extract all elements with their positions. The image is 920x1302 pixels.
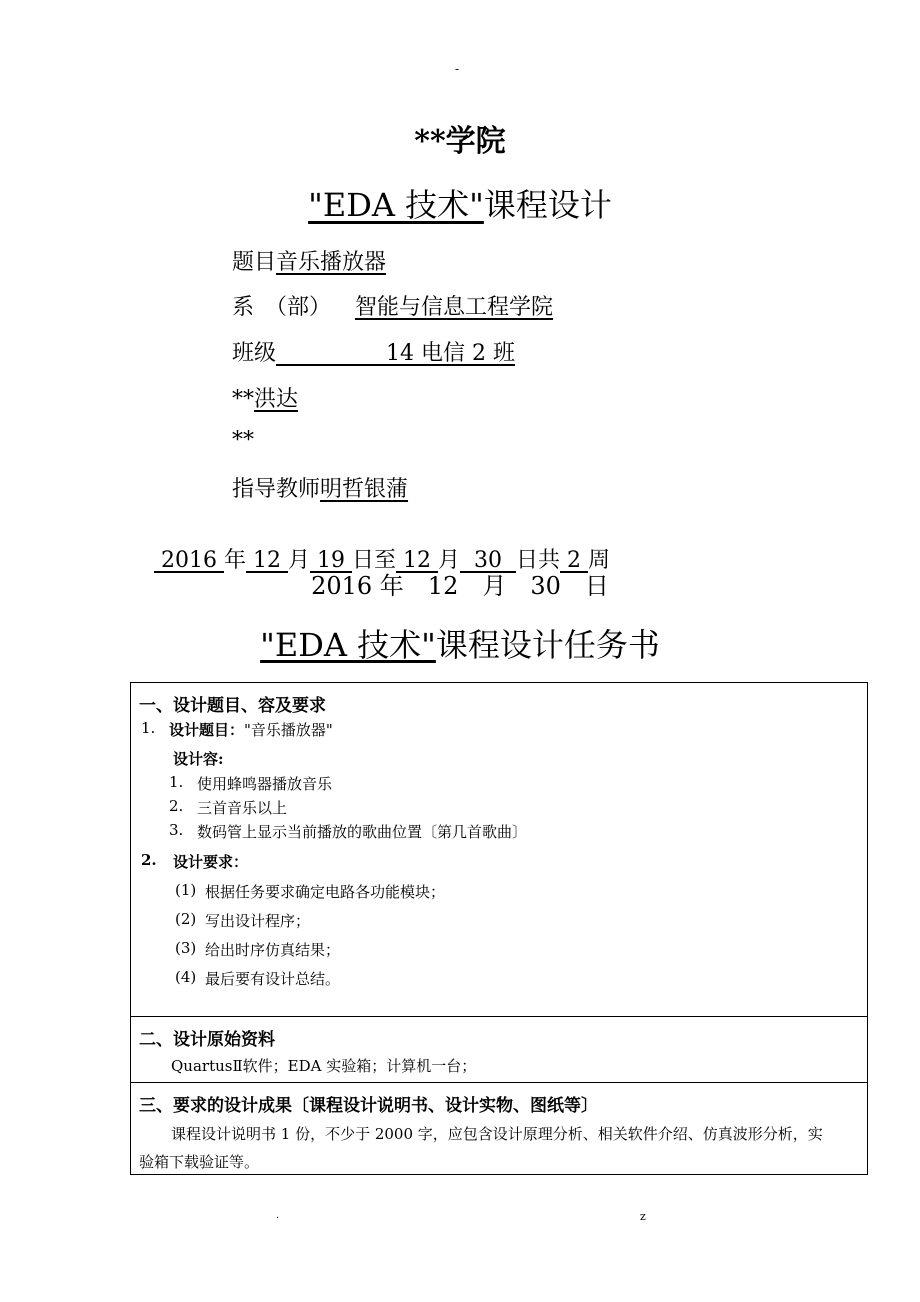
cover-date: 2016 年 12 月 30 日 (311, 572, 609, 600)
section1-heading: 一、设计题目、容及要求 (139, 696, 326, 716)
task-table (130, 682, 868, 1175)
period-to-text: 日至 (351, 548, 396, 573)
class-label: 班级 (232, 341, 277, 366)
course-title (0, 180, 920, 226)
name-label: ** (232, 387, 254, 412)
field-department (232, 290, 553, 321)
footer-left-mark: . (276, 1210, 280, 1221)
teacher-value: 明哲银蒲 (320, 477, 409, 502)
field-class (232, 336, 515, 367)
content-item-number: 3. (169, 821, 184, 839)
period-total-text: 日共 (515, 548, 560, 573)
item1-line (169, 719, 333, 740)
section2-text: QuartusⅡ软件；EDA 实验箱；计算机一台； (171, 1057, 477, 1075)
item1-number: 1. (141, 719, 156, 737)
requirement-item: 根据任务要求确定电路各功能模块； (205, 883, 446, 901)
content-label: 设计容: (173, 750, 224, 768)
requirement-item: 最后要有设计总结。 (205, 970, 341, 988)
period-week-text: 周 (587, 548, 610, 573)
period-end-day: 30 (460, 548, 516, 573)
class-value: 14 电信 2 班 (276, 341, 515, 366)
content-item: 数码管上显示当前播放的歌曲位置〔第几首歌曲〕 (197, 823, 528, 841)
requirement-number: (3) (175, 939, 197, 957)
section3-heading: 三、要求的设计成果〔课程设计说明书、设计实物、图纸等〕 (139, 1096, 598, 1116)
section-deliverables (131, 1083, 867, 1176)
requirement-number: (4) (175, 968, 197, 986)
id-label: ** (232, 428, 254, 453)
name-value: 洪达 (254, 387, 299, 412)
section-topic-requirements (131, 683, 867, 1017)
requirement-item: 写出设计程序； (205, 912, 311, 930)
period-start-year: 2016 (154, 548, 224, 573)
requirement-item: 给出时序仿真结果； (205, 941, 341, 959)
taskbook-title (0, 620, 920, 666)
period-month-text: 月 (287, 548, 310, 573)
topic-label: 题目 (232, 250, 277, 275)
item2-label: 设计要求： (173, 853, 249, 871)
period-year-text: 年 (223, 548, 246, 573)
footer-right-mark: z (640, 1210, 646, 1223)
item2-number: 2. (141, 851, 157, 869)
topic-value: 音乐播放器 (276, 250, 387, 275)
requirement-number: (1) (175, 881, 197, 899)
field-name (232, 382, 298, 413)
item1-value: "音乐播放器" (244, 721, 333, 739)
period-start-day: 19 (310, 548, 352, 573)
content-item-number: 1. (169, 773, 184, 791)
section3-text-line2: 验箱下载验证等。 (139, 1153, 260, 1171)
dept-value: 智能与信息工程学院 (355, 295, 554, 320)
dept-label: 系 （部） (232, 295, 332, 320)
course-title-rest: 课程设计 (483, 186, 612, 224)
teacher-label: 指导教师 (232, 477, 321, 502)
period-end-month: 12 (396, 548, 438, 573)
header-mark: - (455, 62, 460, 76)
period-start-month: 12 (246, 548, 288, 573)
content-item-number: 2. (169, 797, 184, 815)
course-title-quoted: "EDA 技术" (308, 186, 484, 224)
requirement-number: (2) (175, 910, 197, 928)
taskbook-title-rest: 课程设计任务书 (435, 626, 660, 664)
section3-text-line1: 课程设计说明书 1 份，不少于 2000 字，应包含设计原理分析、相关软件介绍、仿真波形分析，实 (171, 1125, 823, 1143)
content-item: 三首音乐以上 (197, 799, 288, 817)
section2-heading: 二、设计原始资料 (139, 1030, 275, 1050)
school-name: **学院 (414, 124, 506, 159)
section-source-materials (131, 1017, 867, 1083)
field-topic (232, 245, 386, 276)
period-weeks: 2 (559, 548, 588, 573)
taskbook-title-quoted: "EDA 技术" (260, 626, 436, 664)
content-item: 使用蜂鸣器播放音乐 (197, 775, 333, 793)
field-student-id (232, 428, 254, 453)
item1-label: 设计题目： (169, 721, 245, 739)
period-month2-text: 月 (437, 548, 460, 573)
field-teacher (232, 472, 408, 503)
